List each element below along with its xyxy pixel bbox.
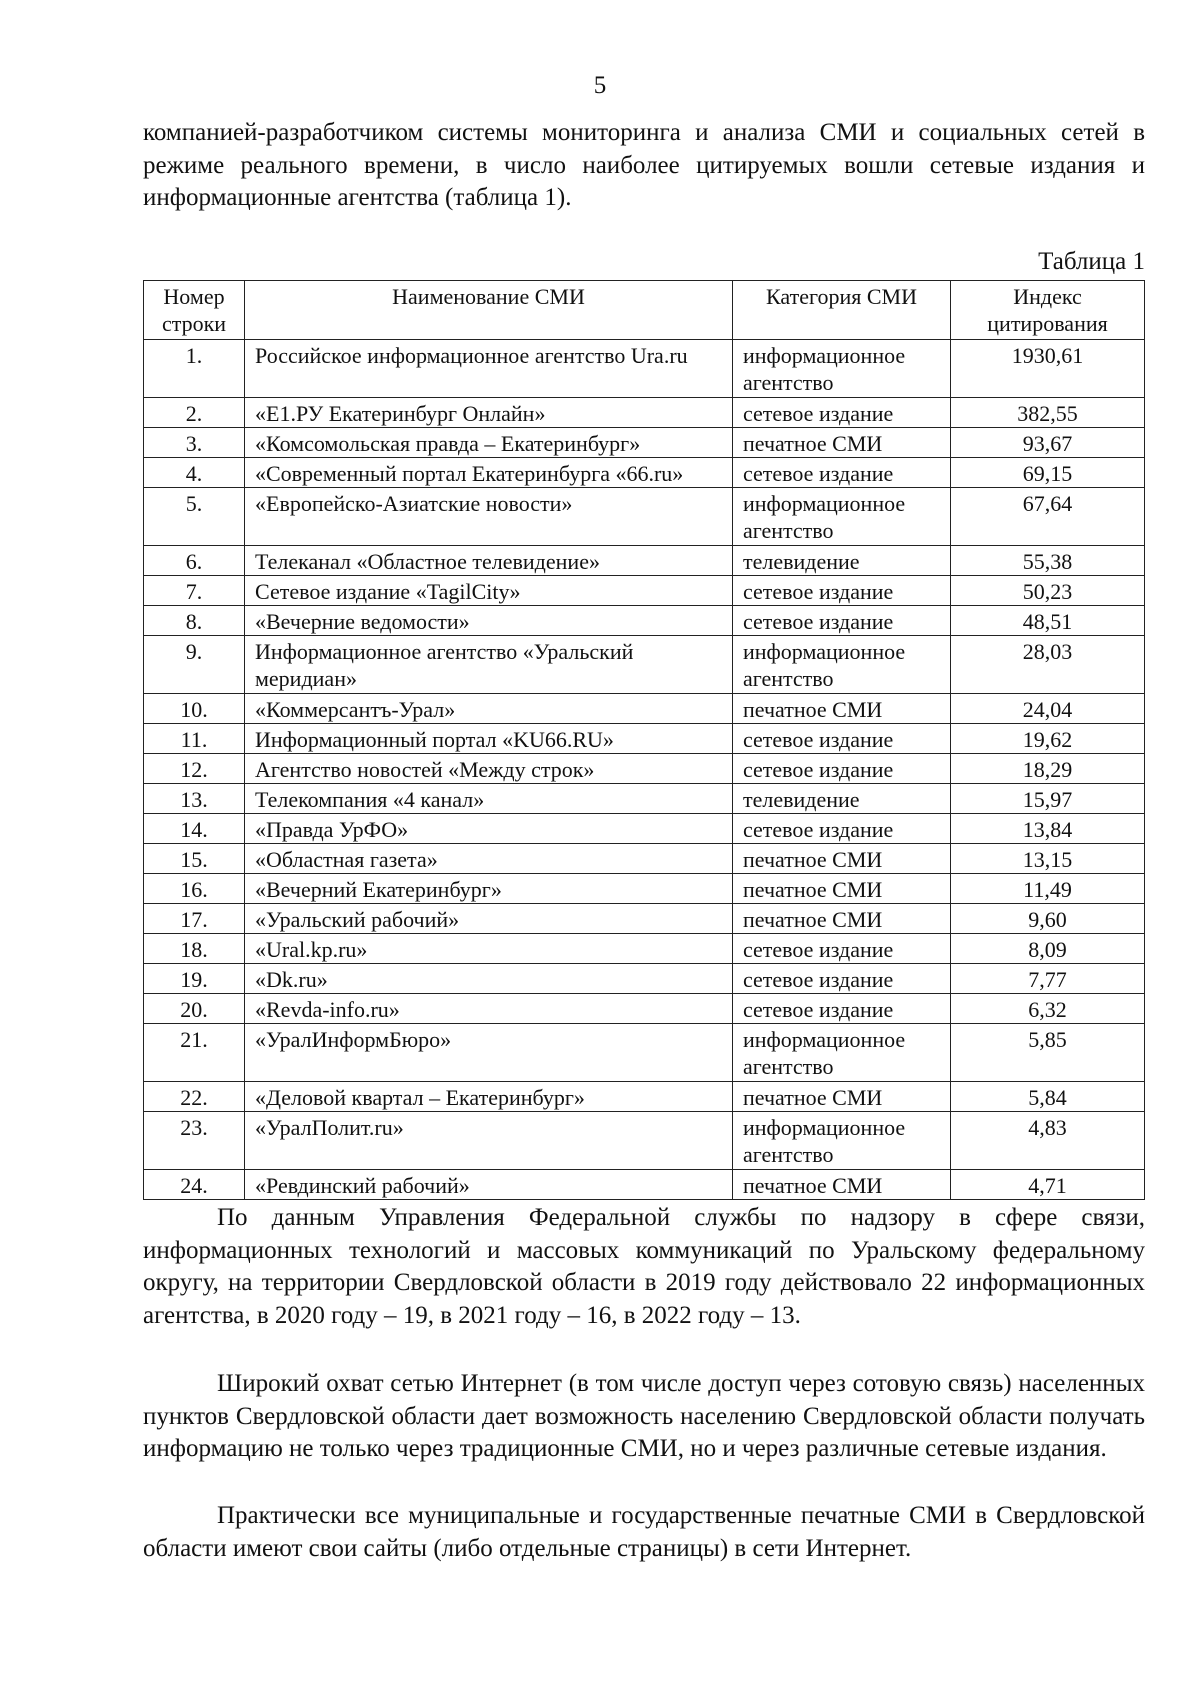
row-name: «Е1.РУ Екатеринбург Онлайн» [245,398,733,428]
row-name: «Деловой квартал – Екатеринбург» [245,1082,733,1112]
row-index: 93,67 [951,428,1145,458]
row-name: Телекомпания «4 канал» [245,784,733,814]
row-index: 4,83 [951,1112,1145,1170]
row-number: 2. [144,398,245,428]
row-category: печатное СМИ [733,1170,951,1200]
row-category: сетевое издание [733,964,951,994]
table-row [144,428,1145,458]
row-category: информационное агентство [733,488,951,546]
table-row [144,1082,1145,1112]
row-category: информационное агентство [733,1112,951,1170]
intro-paragraph: компанией-разработчиком системы мониторинга и анализа СМИ и социальных сетей в режиме реального времени, в число наиболее цитируемых вошли сетевые издания и информационные агентства (таблица 1). [143,119,1145,211]
row-number: 22. [144,1082,245,1112]
row-index: 7,77 [951,964,1145,994]
page-number: 5 [593,72,607,99]
row-number: 10. [144,694,245,724]
row-name: Информационный портал «KU66.RU» [245,724,733,754]
row-name: Агентство новостей «Между строк» [245,754,733,784]
row-number: 14. [144,814,245,844]
table-row [144,398,1145,428]
header-index: Индекс цитирования [951,281,1145,340]
row-name: «Ревдинский рабочий» [245,1170,733,1200]
row-number: 4. [144,458,245,488]
row-name: «Правда УрФО» [245,814,733,844]
row-name: «Dk.ru» [245,964,733,994]
row-index: 13,84 [951,814,1145,844]
row-number: 7. [144,576,245,606]
row-category: сетевое издание [733,754,951,784]
row-category: информационное агентство [733,636,951,694]
row-name: «Коммерсантъ-Урал» [245,694,733,724]
row-category: информационное агентство [733,1024,951,1082]
row-name: Российское информационное агентство Ura.ru [245,340,733,398]
table-row [144,1170,1145,1200]
row-category: печатное СМИ [733,428,951,458]
table-header-row [144,281,1145,340]
row-name: «Вечерние ведомости» [245,606,733,636]
table-row [144,784,1145,814]
row-category: печатное СМИ [733,904,951,934]
row-category: информационное агентство [733,340,951,398]
table-row [144,636,1145,694]
table-row [144,488,1145,546]
row-index: 48,51 [951,606,1145,636]
row-category: печатное СМИ [733,844,951,874]
row-index: 382,55 [951,398,1145,428]
row-category: сетевое издание [733,606,951,636]
row-number: 17. [144,904,245,934]
table-body [144,340,1145,1200]
table-caption: Таблица 1 [1038,248,1145,275]
row-category: печатное СМИ [733,874,951,904]
row-index: 18,29 [951,754,1145,784]
table-row [144,546,1145,576]
row-index: 8,09 [951,934,1145,964]
row-name: «Европейско-Азиатские новости» [245,488,733,546]
row-category: сетевое издание [733,576,951,606]
table-row [144,874,1145,904]
table-row [144,340,1145,398]
row-name: «Ural.kp.ru» [245,934,733,964]
media-citation-table [143,280,1145,1200]
row-number: 5. [144,488,245,546]
row-number: 24. [144,1170,245,1200]
table-row [144,904,1145,934]
row-index: 11,49 [951,874,1145,904]
row-index: 50,23 [951,576,1145,606]
row-number: 16. [144,874,245,904]
row-name: «Областная газета» [245,844,733,874]
row-name: «Уральский рабочий» [245,904,733,934]
row-number: 18. [144,934,245,964]
row-number: 23. [144,1112,245,1170]
row-index: 5,85 [951,1024,1145,1082]
table-row [144,1112,1145,1170]
row-index: 69,15 [951,458,1145,488]
row-index: 55,38 [951,546,1145,576]
header-category: Категория СМИ [733,281,951,340]
row-category: сетевое издание [733,994,951,1024]
table-row [144,694,1145,724]
row-index: 9,60 [951,904,1145,934]
row-index: 28,03 [951,636,1145,694]
body-paragraph-3: Практически все муниципальные и государственные печатные СМИ в Свердловской области имеют свои сайты (либо отдельные страницы) в сети Интернет. [143,1502,1145,1562]
row-index: 1930,61 [951,340,1145,398]
row-category: сетевое издание [733,934,951,964]
header-name: Наименование СМИ [245,281,733,340]
row-index: 67,64 [951,488,1145,546]
row-index: 13,15 [951,844,1145,874]
row-name: Информационное агентство «Уральский меридиан» [245,636,733,694]
row-name: Сетевое издание «TagilCity» [245,576,733,606]
row-number: 9. [144,636,245,694]
row-number: 13. [144,784,245,814]
row-number: 1. [144,340,245,398]
row-index: 24,04 [951,694,1145,724]
row-category: сетевое издание [733,724,951,754]
table-row [144,724,1145,754]
table-row [144,964,1145,994]
table-row [144,934,1145,964]
row-name: Телеканал «Областное телевидение» [245,546,733,576]
row-number: 21. [144,1024,245,1082]
row-category: печатное СМИ [733,1082,951,1112]
table-row [144,1024,1145,1082]
table-row [144,606,1145,636]
row-category: телевидение [733,784,951,814]
row-index: 19,62 [951,724,1145,754]
row-number: 11. [144,724,245,754]
row-number: 20. [144,994,245,1024]
row-name: «Вечерний Екатеринбург» [245,874,733,904]
row-number: 19. [144,964,245,994]
row-index: 15,97 [951,784,1145,814]
row-name: «Комсомольская правда – Екатеринбург» [245,428,733,458]
row-number: 15. [144,844,245,874]
table-row [144,994,1145,1024]
table-row [144,844,1145,874]
row-index: 6,32 [951,994,1145,1024]
row-name: «УралИнформБюро» [245,1024,733,1082]
row-number: 6. [144,546,245,576]
row-name: «Revda-info.ru» [245,994,733,1024]
header-number: Номер строки [144,281,245,340]
row-category: сетевое издание [733,814,951,844]
row-category: сетевое издание [733,398,951,428]
body-paragraph-2: Широкий охват сетью Интернет (в том числе доступ через сотовую связь) населенных пунктов Свердловской области дает возможность населению Свердловской области получать информацию не только через традиционные СМИ, но и через различные сетевые издания. [143,1370,1145,1462]
row-name: «УралПолит.ru» [245,1112,733,1170]
row-name: «Современный портал Екатеринбурга «66.ru» [245,458,733,488]
row-number: 8. [144,606,245,636]
body-paragraph-1: По данным Управления Федеральной службы по надзору в сфере связи, информационных технологий и массовых коммуникаций по Уральскому федеральному округу, на территории Свердловской области в 2019 году действовало 22 информационных агентства, в 2020 году – 19, в 2021 году – 16, в 2022 году – 13. [143,1204,1145,1329]
row-number: 3. [144,428,245,458]
row-category: печатное СМИ [733,694,951,724]
row-index: 4,71 [951,1170,1145,1200]
row-number: 12. [144,754,245,784]
row-index: 5,84 [951,1082,1145,1112]
table-row [144,814,1145,844]
row-category: телевидение [733,546,951,576]
table-row [144,754,1145,784]
row-category: сетевое издание [733,458,951,488]
table-row [144,458,1145,488]
table-row [144,576,1145,606]
